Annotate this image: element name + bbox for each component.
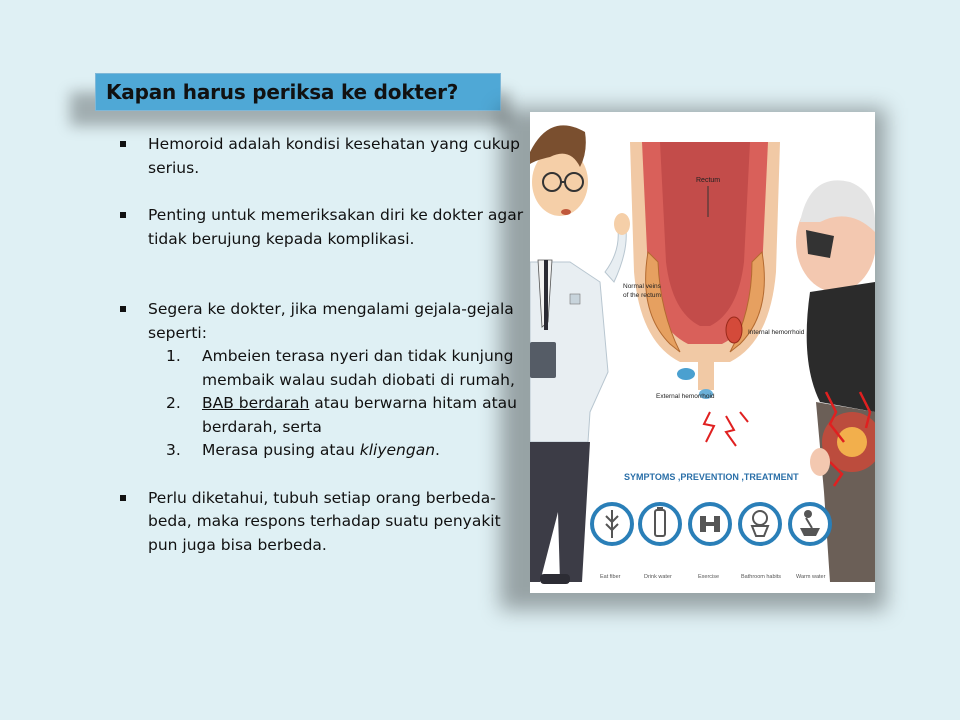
numbered-item [118,439,528,463]
bullet-item [118,298,528,345]
wheat-icon [592,504,632,544]
square-bullet-icon [120,212,126,218]
bullet-text: Hemoroid adalah kondisi kesehatan yang cukup serius. [148,135,520,177]
illustration-svg [530,112,875,593]
numbered-item [118,392,528,439]
bullet-text: Segera ke dokter, jika mengalami gejala-gejala seperti: [148,300,514,342]
bullet-item [118,487,528,558]
item-text: Merasa pusing atau [202,441,360,459]
label-veins-2: of the rectum [623,292,661,299]
bullet-text: Penting untuk memeriksakan diri ke dokter agar tidak berujung kepada komplikasi. [148,206,524,248]
main-content [118,133,528,557]
icon-label-exercise: Exercise [698,574,720,580]
item-text: atau berwarna hitam atau berdarah, serta [202,394,517,436]
water-bottle-icon [640,504,680,544]
item-text: . [435,441,440,459]
item-number: 3. [166,441,181,459]
square-bullet-icon [120,141,126,147]
icon-label-warm-water: Warm water [796,574,826,580]
icon-row [592,504,830,544]
label-veins-1: Normal veins [623,283,661,290]
bullet-item [118,133,528,180]
label-rectum: Rectum [696,177,721,184]
icon-label-bathroom: Bathroom habits [741,574,782,580]
toilet-icon [740,504,780,544]
label-external: External hemorrhoid [656,393,715,400]
illustration-heading: SYMPTOMS ,PREVENTION ,TREATMENT [624,472,799,482]
underlined-text: BAB berdarah [202,394,310,412]
bullet-item [118,204,528,251]
item-text: Ambeien terasa nyeri dan tidak kunjung membaik walau sudah diobati di rumah, [202,347,515,389]
hemorrhoid-illustration [530,112,875,593]
square-bullet-icon [120,306,126,312]
bath-icon [790,504,830,544]
title-box [95,73,501,111]
dumbbell-icon [690,504,730,544]
square-bullet-icon [120,495,126,501]
numbered-item [118,345,528,392]
label-internal: Internal hemorrhoid [748,329,805,336]
icon-label-water: Drink water [644,574,672,580]
italic-text: kliyengan [359,441,436,459]
item-number: 2. [166,394,181,412]
bullet-text: Perlu diketahui, tubuh setiap orang berbeda-beda, maka respons terhadap suatu penyakit pun juga bisa berbeda. [148,488,501,554]
page-title: Kapan harus periksa ke dokter? [106,80,459,104]
item-number: 1. [166,347,181,365]
icon-label-fiber: Eat fiber [600,574,621,580]
